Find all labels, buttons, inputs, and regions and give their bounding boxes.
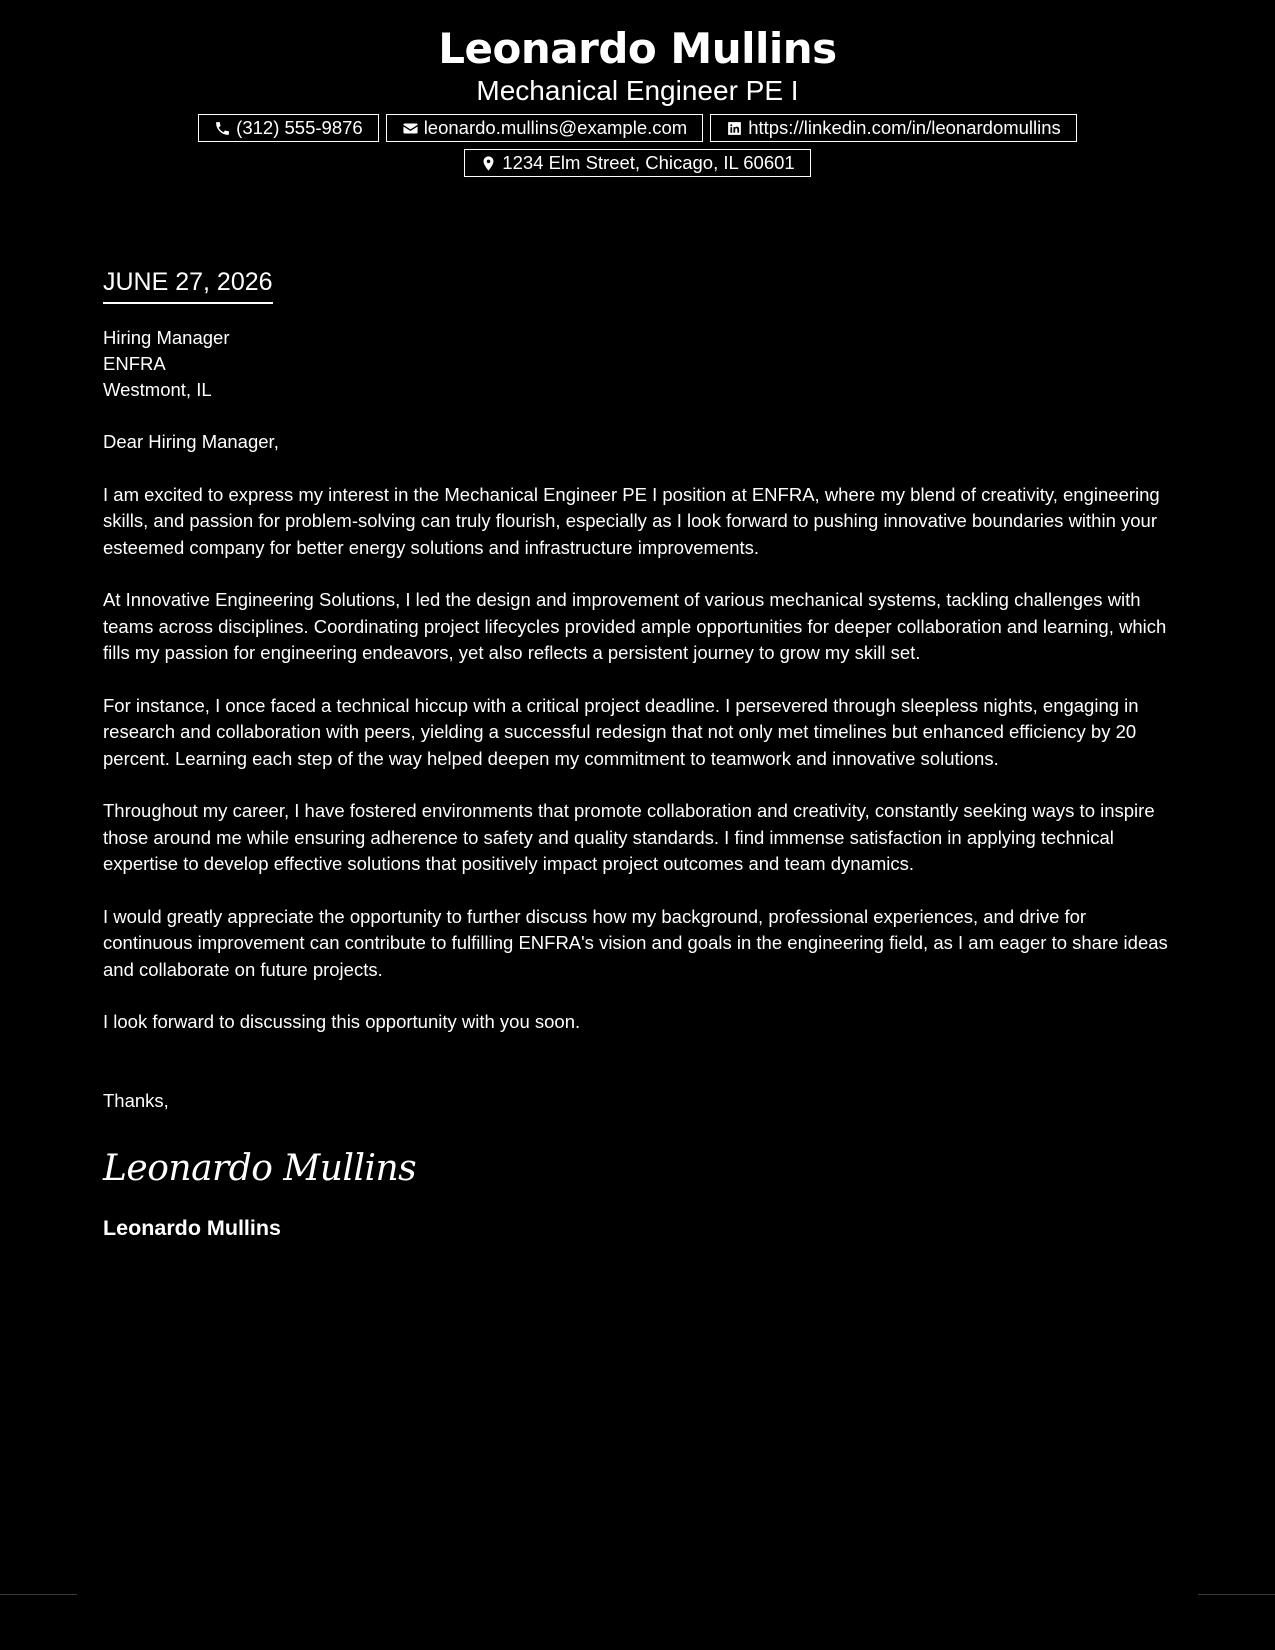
recipient-name: Hiring Manager [103,327,230,348]
footer-divider-left [0,1594,77,1595]
linkedin-icon [726,120,743,137]
contact-row-primary [0,114,1275,142]
letter-header [0,22,1275,177]
handwritten-signature: Leonardo Mullins [103,1148,417,1189]
linkedin-contact[interactable] [710,114,1077,142]
map-marker-icon [480,155,497,172]
signoff: Thanks, [103,1089,169,1111]
email-contact[interactable] [386,114,704,142]
signer-name: Leonardo Mullins [103,1216,281,1240]
email-text: leonardo.mullins@example.com [423,117,688,138]
phone-icon [214,120,231,137]
applicant-name: Leonardo Mullins [438,24,837,73]
address-contact [464,149,810,177]
recipient-location: Westmont, IL [103,379,212,400]
closing-line: I look forward to discussing this opportunity with you soon. [103,1011,581,1032]
envelope-icon [402,120,419,137]
letter-body [103,266,1173,1242]
phone-contact[interactable] [198,114,379,142]
paragraph: For instance, I once faced a technical hiccup with a critical project deadline. I persevered through sleepless nights, engaging in research and collaboration with peers, yielding a successful redesign that not only met timelines but enhanced efficiency by 20 percent. Learning each step of the way helped deepen my commitment to teamwork and innovative solutions. [103,694,1139,769]
linkedin-text: https://linkedin.com/in/leonardomullins [748,117,1061,138]
recipient-company: ENFRA [103,353,166,374]
address-text: 1234 Elm Street, Chicago, IL 60601 [502,152,795,173]
paragraph: Throughout my career, I have fostered environments that promote collaboration and creativity, constantly seeking ways to inspire those around me while ensuring adherence to safety and quality standards. I find immense satisfaction in applying technical expertise to develop effective solutions that positively impact project outcomes and team dynamics. [103,800,1155,874]
paragraph: I am excited to express my interest in the Mechanical Engineer PE I position at ENFRA, where my blend of creativity, engineering skills, and passion for problem-solving can truly flourish, especially as I look forward to pushing innovative boundaries within your esteemed company for better energy solutions and infrastructure improvements. [103,483,1160,558]
salutation: Dear Hiring Manager, [103,431,279,452]
letter-date: JUNE 27, 2026 [103,266,273,304]
paragraph: At Innovative Engineering Solutions, I led the design and improvement of various mechanical systems, tackling challenges with teams across disciplines. Coordinating project lifecycles provided ample opportunities for deeper collaboration and learning, which fills my passion for engineering endeavors, yet also reflects a persistent journey to grow my skill set. [103,589,1167,663]
paragraph: I would greatly appreciate the opportunity to further discuss how my background, professional experiences, and drive for continuous improvement can contribute to fulfilling ENFRA's vision and goals in the engineering field, as I am eager to share ideas and collaborate on future projects. [103,905,1168,980]
footer-divider-right [1198,1594,1275,1595]
applicant-title: Mechanical Engineer PE I [476,75,799,106]
contact-row-secondary [0,149,1275,177]
recipient-block [103,325,1173,403]
phone-text: (312) 555-9876 [236,117,363,138]
